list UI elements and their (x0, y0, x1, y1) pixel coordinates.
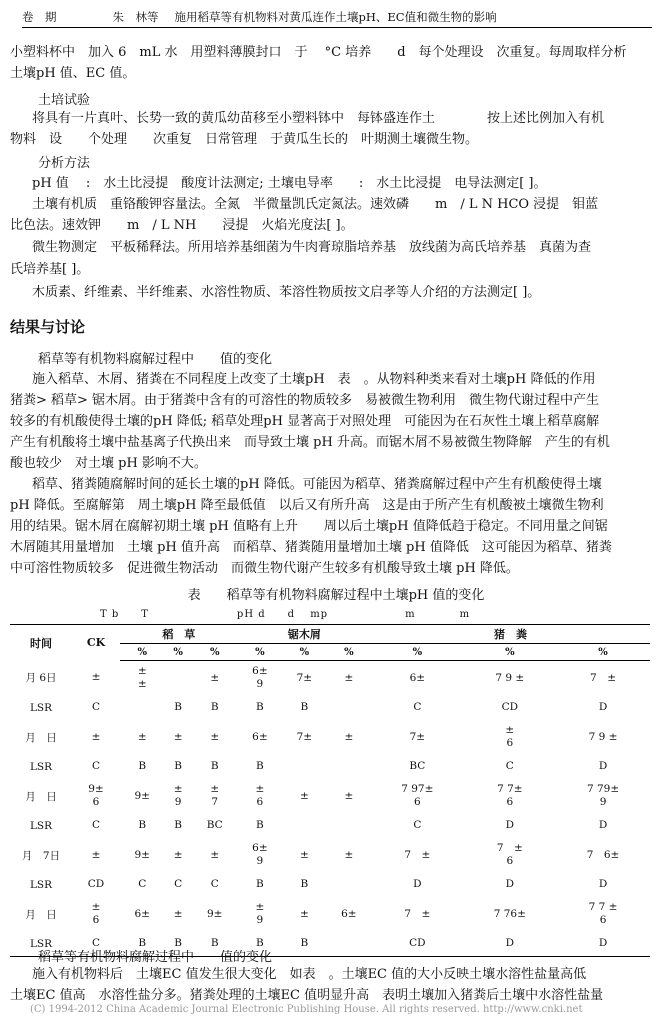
table-cell (282, 813, 326, 838)
table-cell (327, 813, 371, 838)
header-authors: 朱 林等 (112, 10, 159, 24)
table-cell: BC (409, 760, 426, 772)
table-cell: 6± (341, 907, 357, 920)
table-cell: ± (299, 789, 309, 802)
lsr-row (10, 695, 650, 720)
table-cell: ± (299, 907, 309, 920)
table-cell: 7 ± 6 (496, 842, 523, 867)
text-line: 用的结果。锯木屑在腐解初期土壤 pH 值略有上升 周以后土壤pH 值降低趋于稳定。不同用量之间锯 (10, 519, 608, 534)
table-cell: C (413, 819, 422, 831)
subheading-ec-change: 稻草等有机物料腐解过程中 值的变化 (38, 950, 273, 965)
table-cell: 7± (296, 730, 313, 743)
table-cell (327, 931, 371, 957)
group-rice-straw: 稻 草 (120, 625, 238, 644)
row-time: 月 6日 (25, 672, 57, 685)
table-cell: 6± 9 (252, 665, 268, 690)
text-line: 小塑料杯中 加入 6 mL 水 用塑料薄膜封口 于 °C 培养 d 每个处理设 次重复。每周取样分析 (10, 45, 627, 60)
percent-header: % (464, 644, 556, 661)
table-cell: 9± (206, 907, 223, 920)
table-cell: B (138, 819, 147, 831)
table-cell: C (210, 878, 219, 890)
table-cell: ± (91, 671, 101, 684)
table-cell: C (72, 931, 120, 957)
text-line: 猪粪> 稻草> 锯木屑。由于猪粪中含有的可溶性的物质较多 易被微生物利用 微生物代谢过程中产生 (10, 393, 600, 408)
text-line: 施入稻草、木屑、猪粪在不同程度上改变了土壤pH 表 。从物料种类来看对土壤pH 降低的作用 (32, 372, 596, 387)
table-cell: D (464, 931, 556, 957)
table-row (10, 838, 650, 872)
table-cell: B (282, 931, 326, 957)
table-cell: C (91, 701, 101, 713)
table-cell: D (556, 931, 650, 957)
table-cell: B (210, 701, 219, 713)
table-cell: ± ± (137, 665, 147, 690)
table-cell (282, 754, 326, 779)
table-cell: 7 ± (404, 907, 431, 920)
table-cell: 9± 6 (88, 783, 104, 808)
table-cell: C (174, 878, 183, 890)
subheading-ph-change: 稻草等有机物料腐解过程中 值的变化 (38, 352, 273, 367)
table-cell: C (91, 819, 101, 831)
table-cell: 7 7 ± 6 (588, 901, 618, 926)
table-cell: D (598, 878, 608, 890)
table-cell: ± (210, 671, 220, 684)
table-cell: 7± (409, 730, 426, 743)
table-cell: B (256, 819, 264, 831)
table-cell: B (164, 931, 191, 957)
running-header (22, 6, 652, 28)
table-cell: ± (173, 848, 183, 861)
copyright-footer: (C) 1994-2012 China Academic Journal Electronic Publishing House. All rights reserved. http://www.cnki.net (30, 1004, 583, 1015)
row-time: LSR (29, 701, 53, 714)
lsr-row (10, 813, 650, 838)
table-cell: 9± (134, 848, 150, 861)
table-cell: D (598, 760, 608, 772)
table-cell: B (174, 819, 182, 831)
text-line: 产生有机酸将土壤中盐基离子代换出来 而导致土壤 pH 升高。而锯木屑不易被微生物降解 产生的有机 (10, 435, 610, 450)
text-line: 比色法。速效钾 m / L NH 浸提 火焰光度法[ ]。 (10, 218, 354, 233)
table-cell: B (174, 701, 182, 713)
table-cell: 7 6± (586, 848, 620, 861)
col-ck: CK (72, 625, 120, 661)
lsr-row (10, 754, 650, 779)
table-cell: B (238, 931, 282, 957)
text-line: 土壤pH 值、EC 值。 (10, 66, 136, 81)
text-line: 物料 设 个处理 次重复 日常管理 于黄瓜生长的 叶期测土壤微生物。 (10, 132, 479, 147)
subheading-soil-test: 土培试验 (38, 93, 91, 108)
table-cell (327, 695, 371, 720)
table-cell: B (300, 701, 309, 713)
table-cell: D (598, 819, 608, 831)
table-cell: ± 6 (255, 783, 265, 808)
text-line: 酸也较少 对土壤 pH 影响不大。 (10, 456, 207, 471)
table-cell: 9± (134, 789, 150, 802)
table-cell: 6± (409, 671, 426, 684)
ph-table (10, 624, 650, 957)
table-cell: ± (173, 730, 183, 743)
section-results-discussion: 结果与讨论 (10, 318, 86, 336)
table-cell: D (505, 878, 515, 890)
table-cell: 7± (296, 671, 313, 684)
text-line: 较多的有机酸使得土壤的pH 降低; 稻草处理pH 显著高于对照处理 可能因为在石灰性土壤上稻草腐解 (10, 414, 600, 429)
row-time: 月 日 (25, 731, 57, 744)
percent-header: % (282, 644, 326, 661)
table-cell: 7 9 ± (495, 671, 525, 684)
percent-header: % (164, 644, 191, 661)
text-line: 木质素、纤维素、半纤维素、水溶性物质、苯溶性物质按文启孝等人介绍的方法测定[ ]。 (32, 285, 541, 300)
table-cell (164, 661, 191, 696)
table-cell: C (413, 701, 422, 713)
text-line: 稻草、猪粪随腐解时间的延长土壤的pH 降低。可能因为稻草、猪粪腐解过程中产生有机酸使得土壤 (32, 477, 602, 492)
table-cell: ± (344, 848, 354, 861)
table-caption: 表 稻草等有机物料腐解过程中土壤pH 值的变化 (187, 588, 485, 603)
table-row (10, 897, 650, 931)
table-cell: 6± (252, 730, 268, 743)
text-line: 施入有机物料后 土壤EC 值发生很大变化 如表 。土壤EC 值的大小反映土壤水溶性盐量高低 (32, 967, 587, 982)
row-time: 月 日 (25, 790, 57, 803)
row-time: LSR (29, 878, 53, 891)
table-cell (120, 695, 164, 720)
table-cell: CD (87, 878, 105, 890)
volume-label: 卷 期 (22, 10, 57, 24)
percent-header: % (192, 644, 238, 661)
table-cell: B (256, 701, 264, 713)
table-cell: B (300, 878, 309, 890)
table-cell: ± 7 (210, 783, 220, 808)
table-cell: 7 97± 6 (401, 783, 434, 808)
table-row (10, 720, 650, 754)
table-cell: D (413, 878, 422, 890)
table-cell: ± 9 (173, 783, 183, 808)
table-cell: 7 ± (590, 671, 617, 684)
text-line: 土壤有机质 重铬酸钾容量法。全氮 半微量凯氏定氮法。速效磷 m / L N HCO 浸提 钼蓝 (32, 197, 599, 212)
row-time: 月 日 (25, 908, 57, 921)
subheading-analysis-method: 分析方法 (38, 156, 91, 171)
table-cell: 7 76± (493, 907, 526, 920)
col-time: 时间 (10, 625, 72, 661)
percent-header: % (556, 644, 650, 661)
table-cell: ± (344, 789, 354, 802)
text-line: 中可溶性物质较多 促进微生物活动 而微生物代谢产生较多有机酸导致土壤 pH 降低。 (10, 561, 519, 576)
header-rule (22, 27, 652, 28)
table-cell: 7 7± 6 (497, 783, 523, 808)
text-line: pH 值 : 水土比浸提 酸度计法测定; 土壤电导率 : 水土比浸提 电导法测定[ ]。 (32, 176, 547, 191)
table-cell: B (192, 931, 238, 957)
table-cell: CD (501, 701, 519, 713)
text-line: 将具有一片真叶、长势一致的黄瓜幼苗移至小塑料钵中 每钵盛连作土 按上述比例加入有机 (32, 111, 605, 126)
table-cell: B (120, 931, 164, 957)
table-cell: ± (210, 848, 220, 861)
table-cell: 7 ± (404, 848, 431, 861)
table-cell: CD (371, 931, 463, 957)
table-cell: ± (91, 848, 101, 861)
table-cell: B (256, 760, 264, 772)
table-cell (327, 754, 371, 779)
table-caption-en: T b T pH d d mp m m (100, 609, 471, 620)
table-cell: C (138, 878, 147, 890)
table-cell: ± (173, 907, 183, 920)
table-cell: ± 9 (255, 901, 265, 926)
table-cell: ± 6 (91, 901, 101, 926)
lsr-row (10, 872, 650, 897)
table-cell: ± (137, 730, 147, 743)
table-cell: 7 79± 9 (586, 783, 620, 808)
table-cell: B (256, 878, 264, 890)
group-sawdust: 锯木屑 (238, 625, 371, 644)
row-time: LSR (29, 819, 53, 832)
table-cell: ± 6 (505, 724, 515, 749)
row-time: LSR (29, 760, 53, 773)
table-cell (327, 872, 371, 897)
table-cell: 6± (134, 907, 150, 920)
text-line: 木屑随其用量增加 土壤 pH 值升高 而稻草、猪粪随用量增加土壤 pH 值降低 这可能因为稻草、猪粪 (10, 540, 612, 555)
header-title: 施用稻草等有机物料对黄瓜连作土壤pH、EC值和微生物的影响 (174, 10, 497, 24)
table-cell: C (505, 760, 514, 772)
table-cell: C (91, 760, 101, 772)
table-cell: ± (91, 730, 101, 743)
percent-header: % (371, 644, 463, 661)
percent-header: % (238, 644, 282, 661)
row-time: 月 7日 (21, 849, 61, 862)
table-cell: B (138, 760, 147, 772)
text-line: 微生物测定 平板稀释法。所用培养基细菌为牛肉膏琼脂培养基 放线菌为高氏培养基 真菌为查 (32, 240, 592, 255)
percent-header: % (327, 644, 371, 661)
table-cell: D (598, 701, 608, 713)
table-cell: 6± 9 (252, 842, 268, 867)
table-cell: ± (344, 671, 354, 684)
row-time: LSR (10, 931, 72, 957)
table-cell: B (174, 760, 182, 772)
table-cell: ± (210, 730, 220, 743)
table-cell: ± (344, 730, 354, 743)
table-cell: B (210, 760, 219, 772)
table-row (10, 779, 650, 813)
percent-header: % (120, 644, 164, 661)
text-line: 氏培养基[ ]。 (10, 262, 90, 277)
text-line: 土壤EC 值高 水溶性盐分多。猪粪处理的土壤EC 值明显升高 表明土壤加入猪粪后土壤中水溶性盐量 (10, 988, 604, 1003)
table-row (10, 661, 650, 696)
text-line: pH 降低。至腐解第 周土壤pH 降至最低值 以后又有所升高 这是由于所产生有机酸被土壤微生物利 (10, 498, 604, 513)
table-cell: 7 9 ± (588, 730, 618, 743)
table-cell: BC (206, 819, 223, 831)
table-cell: D (505, 819, 515, 831)
group-pig-manure: 猪 粪 (371, 625, 650, 644)
table-cell: ± (299, 848, 309, 861)
